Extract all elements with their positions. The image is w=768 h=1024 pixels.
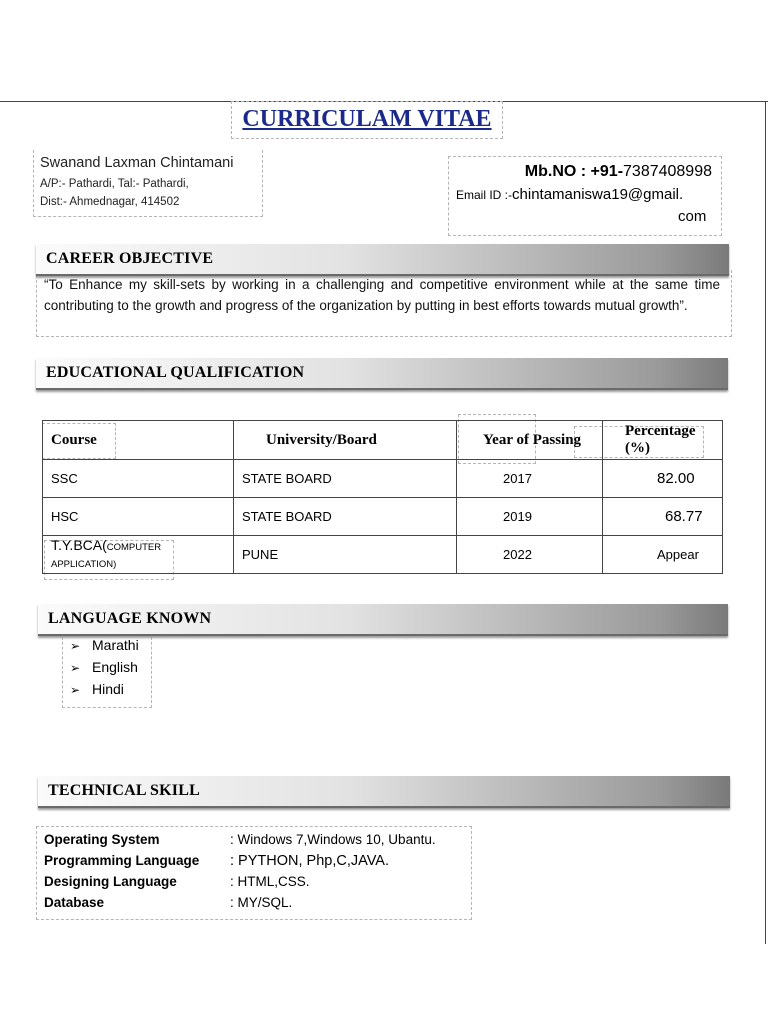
address-line-1: A/P:- Pathardi, Tal:- Pathardi, [40,178,189,190]
cell-course [43,536,234,574]
document-title: CURRICULAM VITAE [242,106,492,132]
cell-year: 2022 [457,536,603,574]
table-header-row [43,421,723,460]
header-course: Course [43,421,234,460]
skill-label: Programming Language [44,853,200,868]
cell-board: STATE BOARD [234,460,457,498]
section-title-career: CAREER OBJECTIVE [46,250,214,267]
email-value: chintamaniswa19@gmail. [512,186,684,203]
list-item [70,637,139,653]
section-bar-career [36,244,729,276]
email-line [456,186,683,203]
mobile-value: 7387408998 [623,163,712,180]
page-right-rule [765,101,766,944]
cell-board: STATE BOARD [234,498,457,536]
education-table [42,420,723,574]
cell-percent: 68.77 [603,498,723,536]
cell-percent: 82.00 [603,460,723,498]
skill-value: : HTML,CSS. [230,874,310,889]
list-item [70,681,124,697]
skill-label: Operating System [44,832,160,847]
mobile-number [525,163,712,181]
table-row [43,536,723,574]
table-row [43,460,723,498]
arrow-bullet-icon: ➢ [70,661,81,675]
section-bar-language [38,604,728,636]
arrow-bullet-icon: ➢ [70,639,81,653]
email-label: Email ID :- [456,188,513,202]
email-suffix: com [678,208,707,225]
section-bar-education [36,358,728,390]
cell-percent: Appear [603,536,723,574]
cell-year: 2019 [457,498,603,536]
course-name: T.Y.BCA( [51,536,107,553]
header-year: Year of Passing [457,421,603,460]
arrow-bullet-icon: ➢ [70,683,81,697]
skill-value: : PYTHON, Php,C,JAVA. [230,853,390,869]
header-percent: Percentage (%) [603,421,723,460]
address-line-2: Dist:- Ahmednagar, 414502 [40,196,180,208]
cell-year: 2017 [457,460,603,498]
applicant-name: Swanand Laxman Chintamani [40,155,234,171]
cell-course: SSC [43,460,234,498]
career-objective-text: “To Enhance my skill-sets by working in a challenging and competitive environment while at the same time contributing to the growth and progress of the organization by putting in best efforts towards mutual growth”. [44,277,720,313]
list-item [70,659,138,675]
language-item: Hindi [92,681,124,697]
section-title-technical: TECHNICAL SKILL [48,782,200,799]
skill-value: : MY/SQL. [230,895,293,910]
table-row [43,498,723,536]
section-title-education: EDUCATIONAL QUALIFICATION [46,364,305,381]
mobile-label: Mb.NO : +91- [524,163,624,180]
course-name-tail: APPLICATION) [51,558,117,570]
section-title-language: LANGUAGE KNOWN [48,610,212,627]
course-name-sub: COMPUTER [106,541,162,553]
header-board: University/Board [234,421,457,460]
language-item: Marathi [92,637,139,653]
section-bar-technical [38,776,730,808]
skill-label: Database [44,895,105,910]
language-item: English [92,659,138,675]
skill-value: : Windows 7,Windows 10, Ubantu. [230,832,436,847]
cell-course: HSC [43,498,234,536]
cell-board: PUNE [234,536,457,574]
skill-label: Designing Language [44,874,177,889]
